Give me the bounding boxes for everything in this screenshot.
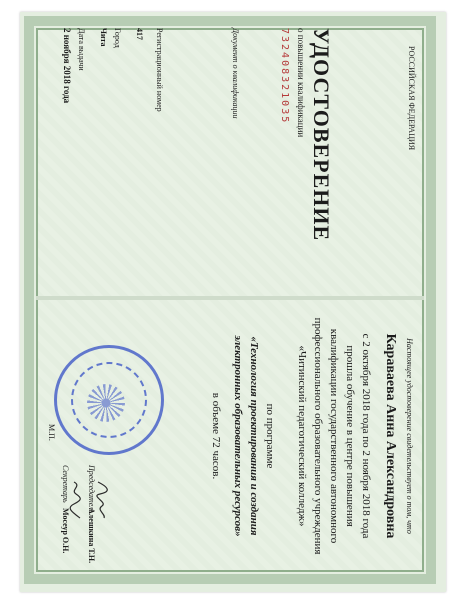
secretary-label: Секретарь [61, 465, 70, 503]
chair-name: Алешкина Т.Н. [87, 508, 96, 564]
recipient-name: Караваева Анна Александровна [383, 333, 398, 539]
program-label: по программе [264, 403, 276, 469]
training-line-2: прошла обучение в центре повышения [344, 345, 356, 527]
document-title: УДОСТОВЕРЕНИЕ [309, 28, 334, 242]
program-volume: в объеме 72 часов. [210, 392, 222, 480]
reg-number-label: Регистрационный номер [155, 28, 164, 112]
program-title-line-1: «Технология проектирования и создания [248, 336, 260, 536]
official-seal [54, 345, 164, 455]
left-page [38, 28, 426, 300]
seal-emblem [87, 384, 125, 422]
serial-number: 732408321035 [279, 28, 290, 125]
chair-label: Председатель [87, 465, 96, 514]
city-label: Город [113, 28, 122, 48]
right-page [38, 300, 426, 572]
training-period: с 2 октября 2018 года по 2 ноября 2018 года [360, 333, 372, 539]
country-label: РОССИЙСКАЯ ФЕДЕРАЦИЯ [407, 46, 416, 151]
issue-date-label: Дата выдачи [77, 28, 86, 71]
mp-label: М.П. [47, 424, 56, 441]
issue-date: 2 ноября 2018 года [62, 28, 72, 104]
intro-text: Настоящее удостоверение свидетельствует о том, что [405, 338, 414, 534]
training-line-4: профессионального образовательного учреждения [312, 317, 324, 555]
secretary-signature [68, 480, 84, 520]
program-title-line-2: электронных образовательных ресурсов» [232, 335, 244, 537]
secretary-name: Мосеур О.Н. [61, 508, 70, 554]
institution-name: «Читинский педагогический колледж» [296, 345, 308, 527]
chair-signature [94, 480, 112, 520]
certificate-content [38, 28, 426, 572]
city: Чита [99, 28, 108, 47]
document-note: Документ о квалификации [231, 28, 240, 119]
training-line-3: квалификации государственного автономного [328, 328, 340, 544]
reg-number: 417 [135, 28, 144, 40]
document-subtitle: о повышении квалификации [296, 28, 306, 138]
